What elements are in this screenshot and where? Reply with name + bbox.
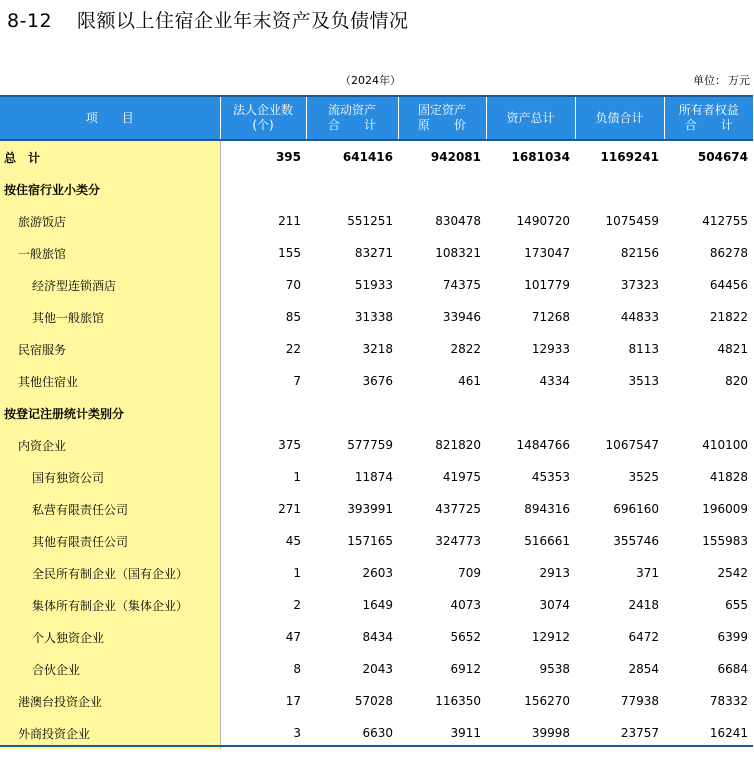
table-number: 8-12: [7, 10, 53, 32]
row-value: 2913: [539, 566, 570, 580]
row-value: 1169241: [600, 150, 659, 164]
row-value: 173047: [524, 246, 570, 260]
row-value: 86278: [709, 246, 748, 260]
table-row: [0, 301, 753, 333]
row-label: 内资企业: [0, 429, 220, 461]
row-value: 64456: [709, 278, 748, 292]
row-value: 3: [293, 726, 301, 740]
row-value: 3513: [628, 374, 659, 388]
row-value: 942081: [430, 150, 481, 164]
table-row: [0, 557, 753, 589]
row-value: 77938: [620, 694, 659, 708]
row-label: 全民所有制企业（国有企业）: [0, 557, 220, 589]
header-total-assets: 资产总计: [486, 96, 575, 140]
table-row: [0, 173, 753, 205]
row-value: 6684: [717, 662, 748, 676]
row-label: 私营有限责任公司: [0, 493, 220, 525]
row-label: 外商投资企业: [0, 717, 220, 749]
row-value: 108321: [435, 246, 481, 260]
row-label: 一般旅馆: [0, 237, 220, 269]
row-value: 45353: [531, 470, 570, 484]
row-value: 37323: [620, 278, 659, 292]
row-value: [398, 397, 486, 429]
row-value: 1: [293, 566, 301, 580]
row-value: 41975: [442, 470, 481, 484]
row-value: 101779: [524, 278, 570, 292]
row-label: 总 计: [0, 140, 220, 173]
row-value: 51933: [354, 278, 393, 292]
row-value: 6399: [717, 630, 748, 644]
row-label: 民宿服务: [0, 333, 220, 365]
row-value: 21822: [709, 310, 748, 324]
row-value: 395: [275, 150, 301, 164]
row-value: 696160: [613, 502, 659, 516]
row-value: [220, 173, 306, 205]
row-label: 个人独资企业: [0, 621, 220, 653]
table-row: [0, 333, 753, 365]
table-row: [0, 237, 753, 269]
row-value: 894316: [524, 502, 570, 516]
row-value: 78332: [709, 694, 748, 708]
table-row: [0, 589, 753, 621]
row-value: 155983: [702, 534, 748, 548]
row-label: 合伙企业: [0, 653, 220, 685]
year-note: （2024年）: [340, 74, 401, 87]
table-row: [0, 205, 753, 237]
table-row: [0, 685, 753, 717]
row-value: 196009: [702, 502, 748, 516]
row-label: 其他有限责任公司: [0, 525, 220, 557]
row-value: [664, 173, 753, 205]
row-value: 17: [285, 694, 301, 708]
row-value: 8113: [628, 342, 659, 356]
row-value: [306, 397, 398, 429]
row-value: 2822: [450, 342, 481, 356]
row-value: [664, 397, 753, 429]
row-value: 1484766: [516, 438, 570, 452]
row-value: 1067547: [605, 438, 659, 452]
row-value: 393991: [347, 502, 393, 516]
row-value: 83271: [354, 246, 393, 260]
row-value: 70: [285, 278, 301, 292]
row-value: 71268: [531, 310, 570, 324]
row-value: 31338: [354, 310, 393, 324]
row-value: 85: [285, 310, 301, 324]
table-row: [0, 269, 753, 301]
row-value: 412755: [702, 214, 748, 228]
row-value: 3074: [539, 598, 570, 612]
row-value: 410100: [702, 438, 748, 452]
row-value: [220, 397, 306, 429]
row-label: 国有独资公司: [0, 461, 220, 493]
row-value: 375: [278, 438, 301, 452]
unit-label: 单位：: [693, 74, 726, 87]
row-value: 504674: [697, 150, 748, 164]
row-value: 577759: [347, 438, 393, 452]
row-value: 8: [293, 662, 301, 676]
row-value: 82156: [620, 246, 659, 260]
row-value: 11874: [354, 470, 393, 484]
row-value: 3676: [362, 374, 393, 388]
header-current-assets: 流动资产 合 计: [306, 96, 398, 140]
table-title: [7, 6, 409, 33]
row-value: 1490720: [516, 214, 570, 228]
row-value: [486, 173, 575, 205]
table-row: [0, 365, 753, 397]
row-value: 41828: [709, 470, 748, 484]
row-value: 4821: [717, 342, 748, 356]
row-value: 3525: [628, 470, 659, 484]
row-value: 355746: [613, 534, 659, 548]
row-value: 2043: [362, 662, 393, 676]
unit-note: [693, 72, 750, 88]
row-label: 经济型连锁酒店: [0, 269, 220, 301]
header-row: [0, 96, 753, 140]
row-value: 7: [293, 374, 301, 388]
row-value: 1681034: [511, 150, 570, 164]
row-value: 6912: [450, 662, 481, 676]
row-value: 271: [278, 502, 301, 516]
data-table: [0, 95, 753, 749]
header-owner-equity: 所有者权益 合 计: [664, 96, 753, 140]
table-row: [0, 525, 753, 557]
table-title-text: 限额以上住宿企业年末资产及负债情况: [77, 10, 409, 32]
row-value: 820: [725, 374, 748, 388]
row-value: 551251: [347, 214, 393, 228]
row-value: 516661: [524, 534, 570, 548]
row-value: 655: [725, 598, 748, 612]
row-value: 57028: [354, 694, 393, 708]
row-value: 437725: [435, 502, 481, 516]
row-value: 641416: [342, 150, 393, 164]
row-value: 156270: [524, 694, 570, 708]
row-value: 3911: [450, 726, 481, 740]
row-value: [486, 397, 575, 429]
row-label: 按登记注册统计类别分: [0, 397, 220, 429]
table-row: [0, 621, 753, 653]
row-value: 830478: [435, 214, 481, 228]
row-value: 2418: [628, 598, 659, 612]
row-value: 157165: [347, 534, 393, 548]
row-value: 12933: [531, 342, 570, 356]
table-row: [0, 397, 753, 429]
row-value: 324773: [435, 534, 481, 548]
row-value: 6630: [362, 726, 393, 740]
row-value: 1075459: [605, 214, 659, 228]
row-value: 709: [458, 566, 481, 580]
row-value: 821820: [435, 438, 481, 452]
row-value: 47: [285, 630, 301, 644]
row-value: 2542: [717, 566, 748, 580]
row-value: 5652: [450, 630, 481, 644]
row-value: 22: [285, 342, 301, 356]
row-value: 33946: [442, 310, 481, 324]
row-value: 16241: [709, 726, 748, 740]
row-value: [398, 173, 486, 205]
row-value: 2603: [362, 566, 393, 580]
row-value: 1649: [362, 598, 393, 612]
row-value: 12912: [531, 630, 570, 644]
table-row: [0, 461, 753, 493]
row-value: 1: [293, 470, 301, 484]
header-fixed-assets: 固定资产 原 价: [398, 96, 486, 140]
row-label: 集体所有制企业（集体企业）: [0, 589, 220, 621]
row-label: 其他住宿业: [0, 365, 220, 397]
unit-value: 万元: [728, 74, 750, 87]
row-value: 44833: [620, 310, 659, 324]
table-row: [0, 493, 753, 525]
row-value: [575, 173, 664, 205]
row-value: 23757: [620, 726, 659, 740]
row-value: [306, 173, 398, 205]
header-total-liabilities: 负债合计: [575, 96, 664, 140]
row-label: 旅游饭店: [0, 205, 220, 237]
table-bottom-rule: [0, 745, 753, 747]
row-value: 6472: [628, 630, 659, 644]
row-value: 74375: [442, 278, 481, 292]
table-row: [0, 140, 753, 173]
row-value: 371: [636, 566, 659, 580]
row-label: 其他一般旅馆: [0, 301, 220, 333]
row-value: 2: [293, 598, 301, 612]
header-enterprise-count: 法人企业数 (个): [220, 96, 306, 140]
header-item: 项 目: [0, 96, 220, 140]
table-row: [0, 653, 753, 685]
row-value: 45: [285, 534, 301, 548]
row-value: 155: [278, 246, 301, 260]
table-row: [0, 429, 753, 461]
row-value: 4334: [539, 374, 570, 388]
row-value: 9538: [539, 662, 570, 676]
row-value: 461: [458, 374, 481, 388]
row-label: 港澳台投资企业: [0, 685, 220, 717]
row-value: [575, 397, 664, 429]
row-value: 8434: [362, 630, 393, 644]
row-value: 4073: [450, 598, 481, 612]
row-value: 2854: [628, 662, 659, 676]
row-value: 3218: [362, 342, 393, 356]
row-label: 按住宿行业小类分: [0, 173, 220, 205]
row-value: 211: [278, 214, 301, 228]
row-value: 39998: [531, 726, 570, 740]
row-value: 116350: [435, 694, 481, 708]
